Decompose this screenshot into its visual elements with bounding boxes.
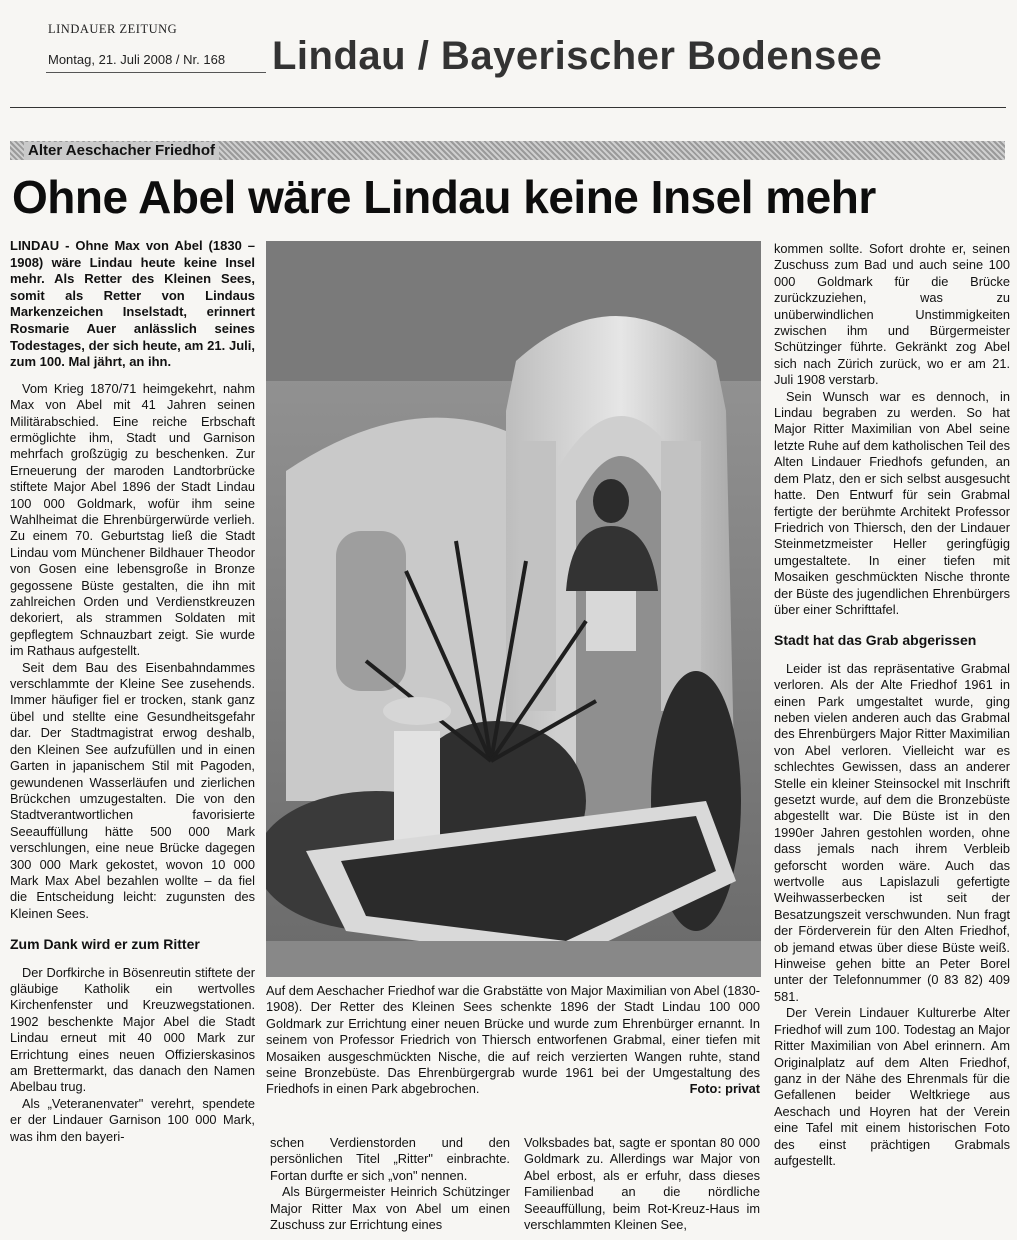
body-paragraph: Der Dorfkirche in Bösenreutin stiftete der gläubige Katholik ein wertvolles Kirchenfenster und Kreuzwegstationen. 1902 beschenkte Major Abel die Stadt Lindau erneut mit 40 000 Mark zur Errichtung eines neuen Offizierskasinos am Brettermarkt, das danach den Namen Abelbau trug. [10, 964, 255, 1095]
column-1 [10, 238, 255, 1145]
body-paragraph: schen Verdienstorden und den persönlichen Titel „Ritter" einbrachte. Fortan durfte er sich „von" nennen. [270, 1135, 510, 1183]
photo-caption [266, 983, 760, 1098]
kicker: Alter Aeschacher Friedhof [24, 142, 219, 160]
grave-photo [266, 241, 761, 977]
body-paragraph: Leider ist das repräsentative Grabmal verloren. Als der Alte Friedhof 1961 in einen Park umgestaltet wurde, ging neben vielen anderen auch das Grabmal des Ehrenbürgers Major Ritter Maximilian von Abel verloren. Vielleicht war es schlechtes Gewissen, dass an anderer Stelle ein kleiner Steinsockel mit Inschrift gesetzt wurde, auf dem die Bronzebüste abgestellt war. Die Büste ist in den 1990er Jahren gestohlen worden, ohne dass jemals nach ihrem Verbleib geforscht worden wäre. Auch das wertvolle aus Lapislazuli gefertigte Weihwasserbecken ist seit der Besatzungszeit verschwunden. Nun fragt der Förderverein für den Alten Friedhof, ob jemand etwas über diese Büste weiß. Hinweise gehen bitte an Peter Borel unter der Telefonnummer (0 83 82) 409 581. [774, 660, 1010, 1004]
date-issue: Montag, 21. Juli 2008 / Nr. 168 [48, 52, 226, 67]
body-paragraph: Sein Wunsch war es dennoch, in Lindau begraben zu werden. So hat Major Ritter Maximilian von Abel seine letzte Ruhe auf dem katholischen Teil des Alten Lindauer Friedhofs gefunden, an dem Platz, den er sich selbst ausgesucht hatte. Den Entwurf für sein Grabmal fertigte der berühmte Architekt Professor Friedrich von Thiersch, den der Lindauer Steinmetzmeister Heller geringfügig umgestaltete. In einer tiefen mit Mosaiken geschmückten Nische thronte der Büste des jugendlichen Ehrenbürgers über einer Schrifttafel. [774, 388, 1010, 617]
body-paragraph: Als Bürgermeister Heinrich Schützinger Major Ritter Max von Abel um einen Zuschuss zur Errichtung eines [270, 1184, 510, 1233]
newspaper-name: LINDAUER ZEITUNG [48, 22, 178, 36]
column-3 [524, 1135, 760, 1233]
lead-paragraph: LINDAU - Ohne Max von Abel (1830 – 1908) wäre Lindau heute keine Insel mehr. Als Retter des Kleinen Sees, somit als Retter von Lindaus Markenzeichen Inselstadt, erinnert Rosmarie Auer anlässlich seines Todestages, der sich heute, am 21. Juli, zum 100. Mal jährt, an ihn. [10, 238, 255, 370]
body-paragraph: Vom Krieg 1870/71 heimgekehrt, nahm Max von Abel mit 41 Jahren seinen Militärabschied. Eine reiche Erbschaft ermöglichte ihm, Stadt und Garnison mehrfach großzügig zu beschenken. Zur Erneuerung der maroden Landtorbrücke stiftete Major Abel 1896 der Stadt Lindau 100 000 Goldmark, wofür ihm seine Wahlheimat die Ehrenbürgerwürde verlieh. Zu einem 70. Geburtstag ließ die Stadt Lindau vom Münchener Bildhauer Theodor von Gosen eine lebensgroße in Bronze gegossene Büste gestalten, die ihn mit zahlreichen Orden und Verdienstkreuzen dekoriert, als strammen Soldaten mit gepflegtem Schnauzbart zeigt. Sie wurde im Rathaus aufgestellt. [10, 380, 255, 659]
headline: Ohne Abel wäre Lindau keine Insel mehr [12, 171, 876, 223]
grave-photo-image [266, 241, 761, 977]
column-2 [270, 1135, 510, 1233]
body-paragraph: Volksbades bat, sagte er spontan 80 000 Goldmark zu. Allerdings war Major von Abel erbost, als er erfuhr, dass dieses Familienbad an die nördliche Seeauffüllung, beim Rot-Kreuz-Haus im verschlammten Kleinen See, [524, 1135, 760, 1233]
subheading: Stadt hat das Grab abgerissen [774, 632, 977, 649]
body-paragraph: kommen sollte. Sofort drohte er, seinen Zuschuss zum Bad und auch seine 100 000 Goldmark für die Brücke zurückzuziehen, was zu unüberwindlichen Unstimmigkeiten zwischen ihm und Bürgermeister Schützinger führte. Gekränkt zog Abel sich nach Zürich zurück, wo er am 21. Juli 1908 verstarb. [774, 241, 1010, 388]
section-title: Lindau / Bayerischer Bodensee [272, 34, 883, 78]
body-paragraph: Der Verein Lindauer Kulturerbe Alter Friedhof will zum 100. Todestag an Major Ritter Maximilian von Abel erinnern. Am Originalplatz auf dem Alten Friedhof, ganz in der Nähe des Ehrenmals für die Gefallenen beider Weltkriege aus Aeschach und Hoyren hat der Verein eine Tafel mit einem historischen Foto des einst prächtigen Grabmals aufgestellt. [774, 1005, 1010, 1168]
date-rule [46, 72, 266, 73]
column-4 [774, 241, 1010, 1169]
body-paragraph: Seit dem Bau des Eisenbahndammes verschlammte der Kleine See zusehends. Immer häufiger fiel er trocken, stank ganz übel und stellte eine Gesundheitsgefahr dar. Der Stadtmagistrat erwog deshalb, den Kleinen See aufzufüllen und in einen Garten in japanischem Stil mit Pagoden, gewundenen Wasserläufen und zierlichen Brückchen umzugestalten. Die von den Stadtverantwortlichen favorisierte Seeauffüllung hätte 500 000 Mark verschlungen, eine neue Brücke dagegen 300 000 Mark gekostet, wovon 10 000 Mark Max Abel bezahlen wollte – da fiel die Entscheidung leicht: zugunsten des Kleinen Sees. [10, 659, 255, 921]
subheading: Zum Dank wird er zum Ritter [10, 936, 200, 953]
header-divider [10, 107, 1006, 108]
caption-text: Auf dem Aeschacher Friedhof war die Grabstätte von Major Maximilian von Abel (1830-1908). Der Retter des Kleinen Sees schenkte 1896 der Stadt Lindau 100 000 Goldmark zur Errichtung einer neuen Brücke und wurde zum Ehrenbürger ernannt. In seinem von Professor Friedrich von Thiersch entworfenen Grabmal, einer tiefen mit Mosaiken ausgeschmückten Nische, die auf reich verzierten Wangen ruhte, stand seine Bronzebüste. Das Ehrenbürgergrab wurde 1961 bei der Umgestaltung des Friedhofs in einen Park abgebrochen. [266, 983, 760, 1097]
photo-credit: Foto: privat [689, 1081, 760, 1097]
body-paragraph: Als „Veteranenvater" verehrt, spendete er der Lindauer Garnison 100 000 Mark, was ihm den bayeri- [10, 1095, 255, 1144]
